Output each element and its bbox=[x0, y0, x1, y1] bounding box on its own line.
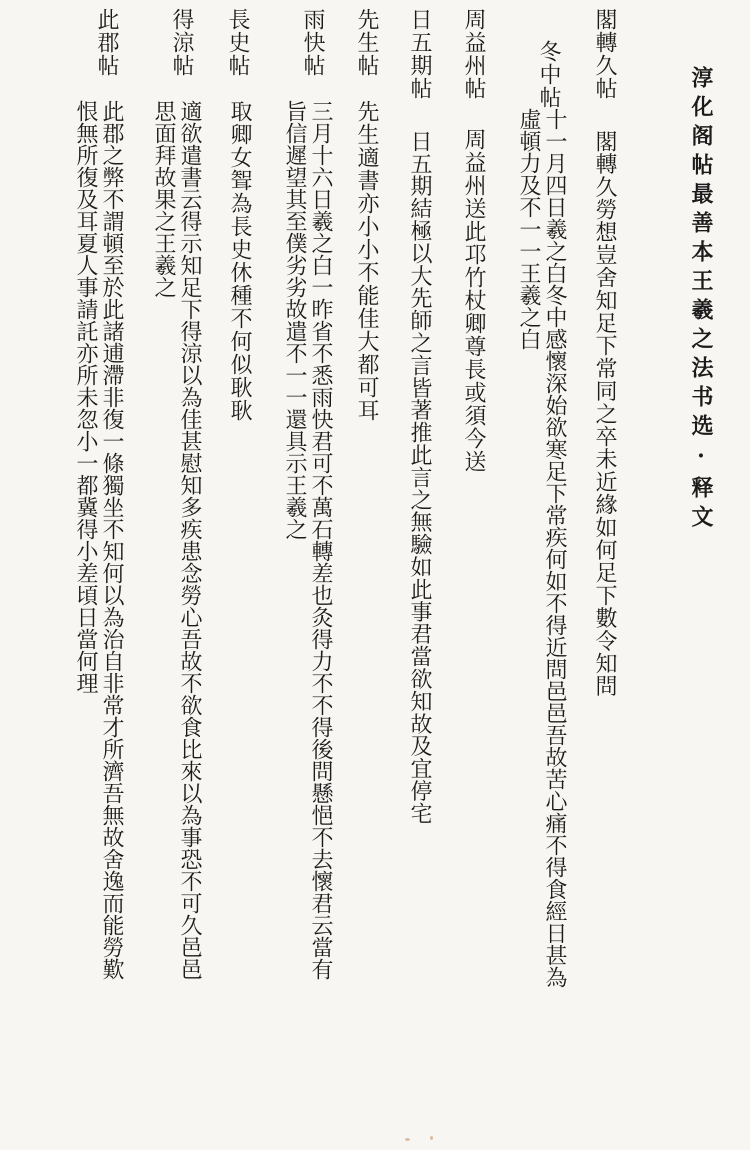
text-cijun-line1: 此郡之弊不謂頓至於此諸逋滯非復一條獨坐不知何以為治自非常才所濟吾無故舍逸而能勞歎 bbox=[99, 100, 124, 980]
text-zhouyizhou: 周益州送此邛竹杖卿尊長或須今送 bbox=[461, 128, 486, 473]
scan-speck bbox=[405, 1138, 410, 1141]
text-cijun-line2: 恨無所復及耳夏人事請託亦所未忽小一都冀得小差頃日當何理 bbox=[73, 100, 98, 694]
title-xiansheng: 先生帖 bbox=[354, 8, 379, 77]
title-zhangshi: 長史帖 bbox=[225, 8, 250, 77]
title-gezhuanjiu: 閣轉久帖 bbox=[592, 8, 617, 100]
title-yukuai: 雨快帖 bbox=[300, 8, 325, 77]
text-gezhuanjiu: 閣轉久勞想豈舍知足下常同之卒未近緣如何足下數令知問 bbox=[592, 130, 617, 698]
title-zhouyizhou: 周益州帖 bbox=[461, 8, 486, 100]
text-dongzhong-line2: 虛頓力及不一一王羲之白 bbox=[516, 108, 541, 350]
title-riwuqi: 日五期帖 bbox=[407, 8, 432, 100]
title-cijun: 此郡帖 bbox=[94, 8, 119, 77]
text-deliang-line2: 思面拜故果之王羲之 bbox=[151, 100, 176, 298]
text-yukuai-line1: 三月十六日羲之白一昨省不悉雨快君可不萬石轉差也灸得力不不得後問懸悒不去懷君云當有 bbox=[308, 100, 333, 980]
title-dongzhong: 冬中帖 bbox=[536, 40, 561, 109]
page-header: 淳化阁帖最善本王羲之法书选·释文 bbox=[688, 66, 714, 534]
text-riwuqi: 日五期結極以大先師之言皆著推此言之無驗如此事君當欲知故及宜停宅 bbox=[407, 130, 432, 825]
text-xiansheng: 先生適書亦小小不能佳大都可耳 bbox=[354, 100, 379, 422]
text-dongzhong-line1: 十一月四日羲之白冬中感懷深始欲寒足下常疾何如不得近問邑邑吾故苦心痛不得食經日甚為 bbox=[542, 108, 567, 988]
title-deliang: 得涼帖 bbox=[169, 8, 194, 77]
scan-speck bbox=[430, 1136, 433, 1140]
text-yukuai-line2: 旨信遲望其至僕劣劣故遣不一一還具示王羲之 bbox=[282, 100, 307, 540]
text-deliang-line1: 適欲遣書云得示知足下得涼以為佳甚慰知多疾患念勞心吾故不欲食比來以為事恐不可久邑邑 bbox=[177, 100, 202, 980]
text-zhangshi: 取卿女聟為長史休種不何似耿耿 bbox=[227, 100, 252, 422]
